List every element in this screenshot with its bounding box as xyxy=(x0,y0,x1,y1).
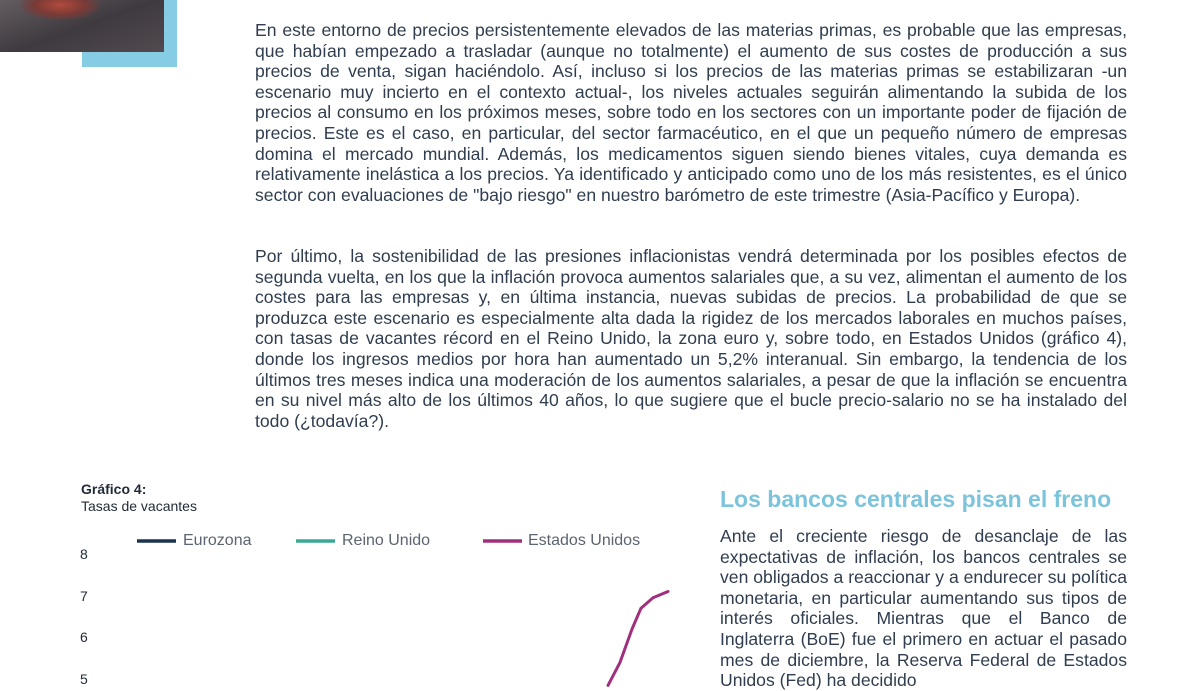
y-tick-label: 5 xyxy=(80,671,88,687)
chart-caption xyxy=(81,481,197,515)
legend-label-reino-unido: Reino Unido xyxy=(342,532,431,549)
chart-number: Gráfico 4: xyxy=(81,481,147,497)
body-paragraph-1: En este entorno de precios persistentemente elevados de las materias primas, es probable que las empresas, que habían empezado a trasladar (aunque no totalmente) el aumento de sus costes de producción a sus precios de venta, sigan haciéndolo. Así, incluso si los precios de las materias primas se estabilizaran -un escenario muy incierto en el contexto actual-, los niveles actuales seguirán alimentando la subida de los precios al consumo en los próximos meses, sobre todo en los sectores con un importante poder de fijación de precios. Este es el caso, en particular, del sector farmacéutico, en el que un pequeño número de empresas domina el mercado mundial. Además, los medicamentos siguen siendo bienes vitales, cuya demanda es relativamente inelástica a los precios. Ya identificado y anticipado como uno de los más resistentes, es el único sector con evaluaciones de "bajo riesgo" en nuestro barómetro de este trimestre (Asia-Pacífico y Europa). xyxy=(255,20,1127,205)
article-photo xyxy=(0,0,164,52)
section-title: Los bancos centrales pisan el freno xyxy=(720,486,1112,512)
chart-title: Tasas de vacantes xyxy=(81,498,197,514)
y-tick-label: 6 xyxy=(80,629,88,645)
y-tick-label: 8 xyxy=(80,546,88,562)
body-paragraph-3: Ante el creciente riesgo de desanclaje de las expectativas de inflación, los bancos centrales se ven obligados a reaccionar y a endurecer su política monetaria, en particular aumentando sus tipos de interés oficiales. Mientras que el Banco de Inglaterra (BoE) fue el primero en actuar el pasado mes de diciembre, la Reserva Federal de Estados Unidos (Fed) ha decidido xyxy=(720,526,1127,691)
legend-label-estados-unidos: Estados Unidos xyxy=(528,532,641,549)
body-paragraph-2: Por último, la sostenibilidad de las presiones inflacionistas vendrá determinada por los posibles efectos de segunda vuelta, en los que la inflación provoca aumentos salariales que, a su vez, alimentan el aumento de los costes para las empresas y, en última instancia, nuevas subidas de precios. La probabilidad de que se produzca este escenario es especialmente alta dada la rigidez de los mercados laborales en muchos países, con tasas de vacantes récord en el Reino Unido, la zona euro y, sobre todo, en Estados Unidos (gráfico 4), donde los ingresos medios por hora han aumentado un 5,2% interanual. Sin embargo, la tendencia de los últimos tres meses indica una moderación de los aumentos salariales, a pesar de que la inflación se encuentra en su nivel más alto de los últimos 40 años, lo que sugiere que el bucle precio-salario no se ha instalado del todo (¿todavía?). xyxy=(255,246,1127,431)
y-axis-ticks xyxy=(80,546,88,687)
series-line-estados-unidos xyxy=(608,592,668,686)
chart-legend xyxy=(137,532,640,549)
vacancy-rate-chart xyxy=(0,525,700,687)
legend-label-eurozona: Eurozona xyxy=(183,532,252,549)
y-tick-label: 7 xyxy=(80,588,88,604)
